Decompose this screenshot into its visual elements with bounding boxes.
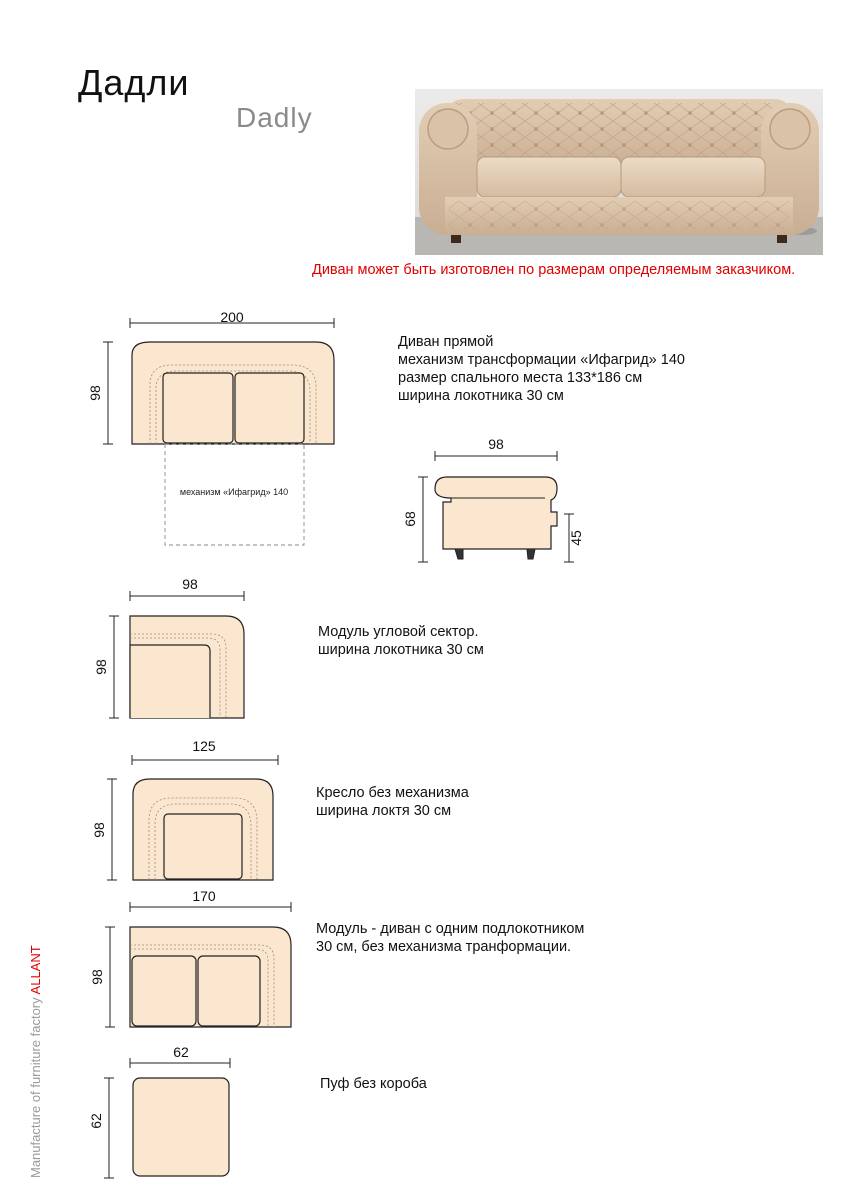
pouf-description: Пуф без короба [320, 1076, 427, 1092]
depth-label: 98 [89, 969, 105, 985]
width-label: 170 [192, 888, 216, 904]
depth-label: 62 [88, 1113, 104, 1129]
width-label: 62 [173, 1044, 189, 1060]
armchair-diagram [80, 734, 300, 884]
page-subtitle: Dadly [236, 102, 313, 133]
armchair-description: Кресло без механизма ширина локтя 30 см [316, 785, 469, 819]
corner-module-description: Модуль угловой сектор. ширина локотника 30 см [318, 624, 484, 658]
one-arm-sofa-module-diagram [80, 884, 300, 1034]
side-width-label: 98 [488, 436, 504, 452]
pouf-diagram [80, 1040, 260, 1190]
depth-label: 98 [87, 385, 103, 401]
depth-label: 98 [93, 659, 109, 675]
one-arm-sofa-module-description: Модуль - диван с одним подлокотником 30 см, без механизма транформации. [316, 921, 585, 955]
depth-label: 98 [91, 822, 107, 838]
page-title: Дадли [78, 62, 190, 103]
mechanism-label: механизм «Ифагрид» 140 [179, 487, 289, 497]
sofa-side-view [395, 432, 595, 567]
brand-name: ALLANT [28, 945, 43, 995]
width-label: 125 [192, 738, 216, 754]
width-label: 200 [220, 309, 244, 325]
sofa-straight-description: Диван прямой механизм трансформации «Ифагрид» 140 размер спального места 133*186 см ширина локотника 30 см [398, 334, 685, 404]
sofa-photo [415, 89, 823, 255]
custom-size-notice: Диван может быть изготовлен по размерам определяемым заказчиком. [312, 262, 796, 278]
side-height-label: 68 [402, 511, 418, 527]
seat-height-label: 45 [568, 530, 584, 546]
corner-module-diagram [80, 572, 260, 722]
width-label: 98 [182, 576, 198, 592]
manufacturer-caption: Manufacture of furniture factory ALLANT [28, 945, 43, 1178]
sofa-straight-diagram [80, 305, 350, 555]
